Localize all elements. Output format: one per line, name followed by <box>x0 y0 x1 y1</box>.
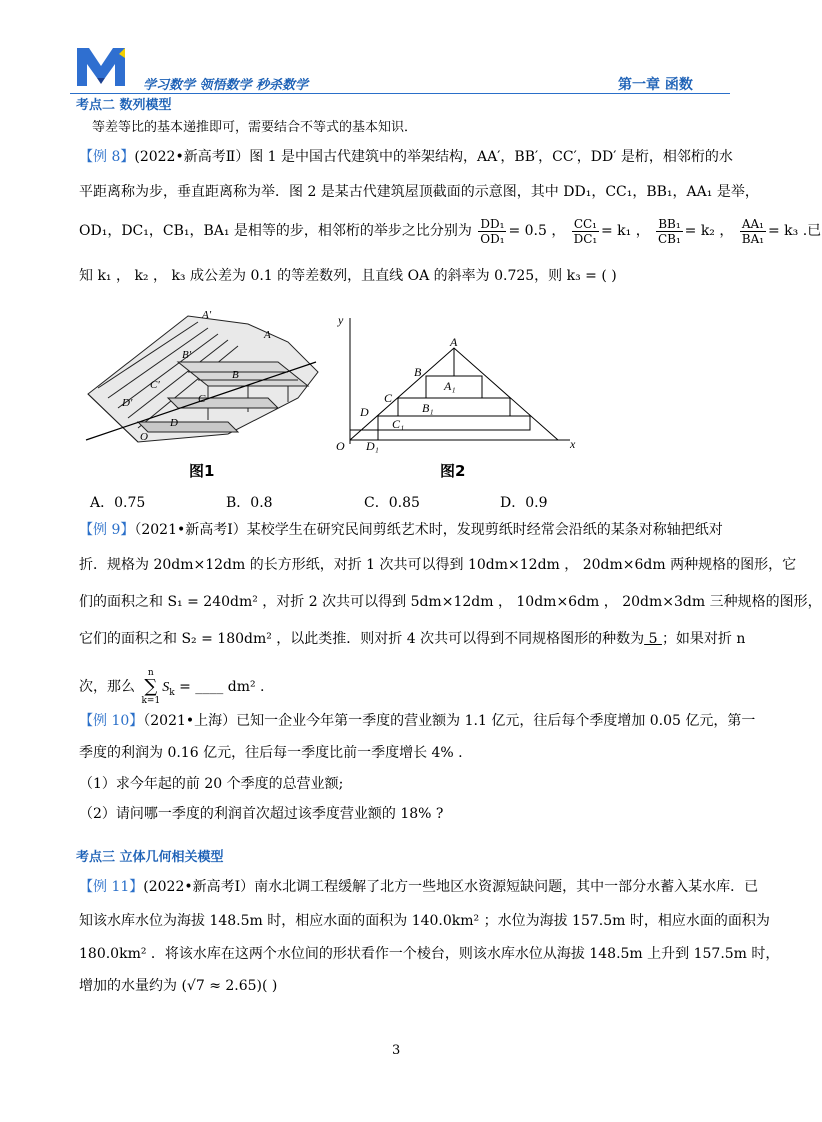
example-9-line-4: 它们的面积之和 S₂ = 180dm² ，以此类推．则对折 4 次共可以得到不同规格图形的种数为 5 ；如果对折 n <box>79 631 746 647</box>
fig1-label-D: D <box>170 417 178 429</box>
fig1-label-C: C <box>198 393 206 405</box>
fig1-label-A-prime: A′ <box>202 309 212 321</box>
example-9-line-3: 们的面积之和 S₁ = 240dm² ，对折 2 次共可以得到 5dm×12dm ， 10dm×6dm ， 20dm×3dm 三种规格的图形， <box>79 594 822 610</box>
example-9-line-2: 折．规格为 20dm×12dm 的长方形纸，对折 1 次共可以得到 10dm×12dm ， 20dm×6dm 两种规格的图形，它 <box>79 557 797 573</box>
example-8-line-1: 【例 8】(2022•新高考Ⅱ）图 1 是中国古代建筑中的举架结构，AA′，BB′，CC′，DD′ 是桁，相邻桁的水 <box>79 149 733 165</box>
page-number: 3 <box>392 1043 401 1058</box>
header-divider <box>70 93 730 94</box>
example-8-line-2: 平距离称为步，垂直距离称为举．图 2 是某古代建筑屋顶截面的示意图，其中 DD₁，CC₁，BB₁，AA₁ 是举， <box>79 184 759 200</box>
header-tagline: 学习数学 领悟数学 秒杀数学 <box>143 78 309 93</box>
fig1-label-A: A <box>264 329 271 341</box>
option-a: A．0.75 <box>90 495 146 511</box>
example-11-line-1: 【例 11】(2022•新高考Ⅰ）南水北调工程缓解了北方一些地区水资源短缺问题，其中一部分水蓄入某水库．已 <box>79 879 759 895</box>
figure-1-caption: 图1 <box>189 462 215 480</box>
example-10-line-1: 【例 10】（2021•上海）已知一企业今年第一季度的营业额为 1.1 亿元，往后每个季度增加 0.05 亿元，第一 <box>79 713 756 729</box>
fig2-label-C1: C₁ <box>392 417 405 431</box>
fig2-label-B1: B₁ <box>422 401 434 415</box>
fig1-label-B: B <box>232 369 239 381</box>
section-title-3: 考点三 立体几何相关模型 <box>76 850 224 865</box>
section-intro: 等差等比的基本递推即可，需要结合不等式的基本知识． <box>92 120 418 135</box>
figure-2-caption: 图2 <box>440 462 466 480</box>
example-10-question-1: （1）求今年起的前 20 个季度的总营业额; <box>79 776 344 792</box>
fig2-label-B: B <box>414 365 422 379</box>
fig2-label-O: O <box>336 439 345 453</box>
option-c: C．0.85 <box>364 495 420 511</box>
fig2-label-D: D <box>360 405 369 419</box>
option-b: B．0.8 <box>226 495 273 511</box>
example-11-line-2: 知该水库水位为海拔 148.5m 时，相应水面的面积为 140.0km² ；水位为海拔 157.5m 时，相应水面的面积为 <box>79 913 770 929</box>
option-d: D．0.9 <box>500 495 548 511</box>
figure-2-roof-diagram <box>330 312 590 457</box>
fig2-label-C: C <box>384 391 393 405</box>
example-8-line-4: 知 k₁ ， k₂ ， k₃ 成公差为 0.1 的等差数列，且直线 OA 的斜率为 0.725，则 k₃ = ( ) <box>79 268 617 284</box>
example-11-line-3: 180.0km² ．将该水库在这两个水位间的形状看作一个棱台，则该水库水位从海拔 148.5m 上升到 157.5m 时， <box>79 946 780 962</box>
figure-1-building-image <box>78 302 324 454</box>
fig2-label-y: y <box>338 313 344 327</box>
fig2-label-x: x <box>570 437 576 451</box>
section-title-2: 考点二 数列模型 <box>76 98 172 113</box>
header-chapter: 第一章 函数 <box>618 77 693 93</box>
logo-icon <box>75 44 127 90</box>
fig2-label-D1: D₁ <box>366 439 379 453</box>
fig1-label-C-prime: C′ <box>150 379 160 391</box>
example-9-line-1: 【例 9】（2021•新高考Ⅰ）某校学生在研究民间剪纸艺术时，发现剪纸时经常会沿纸的某条对称轴把纸对 <box>79 522 723 538</box>
example-9-line-5: 次，那么 n ∑ k=1 $S_k$ = ____ dm² . <box>79 668 265 706</box>
fig1-label-O: O <box>140 431 148 443</box>
example-10-line-2: 季度的利润为 0.16 亿元，往后每一季度比前一季度增长 4% . <box>79 745 463 761</box>
fig1-label-B-prime: B′ <box>182 349 192 361</box>
example-10-question-2: （2）请问哪一季度的利润首次超过该季度营业额的 18% ? <box>79 806 444 822</box>
fig1-label-D-prime: D′ <box>122 397 133 409</box>
fig2-label-A1: A₁ <box>444 379 456 393</box>
example-8-line-3: OD₁，DC₁，CB₁，BA₁ 是相等的步，相邻桁的举步之比分别为 $\frac{\text{DD₁}}{\text{OD₁}}$ = 0.5 ， $\frac{\text{CC₁}}{\text{DC₁}}$ = k₁ ， $\frac{\text{BB₁}}{\text{CB₁}}$ = k₂ ， $\frac{\text{AA₁}}{\text{BA₁}}$ = k₃ .已 <box>79 216 822 246</box>
example-11-line-4: 增加的水量约为 (√7 ≈ 2.65)( ) <box>79 978 278 994</box>
answer-blank-filled: 5 <box>644 631 662 647</box>
fig2-label-A: A <box>450 335 458 349</box>
